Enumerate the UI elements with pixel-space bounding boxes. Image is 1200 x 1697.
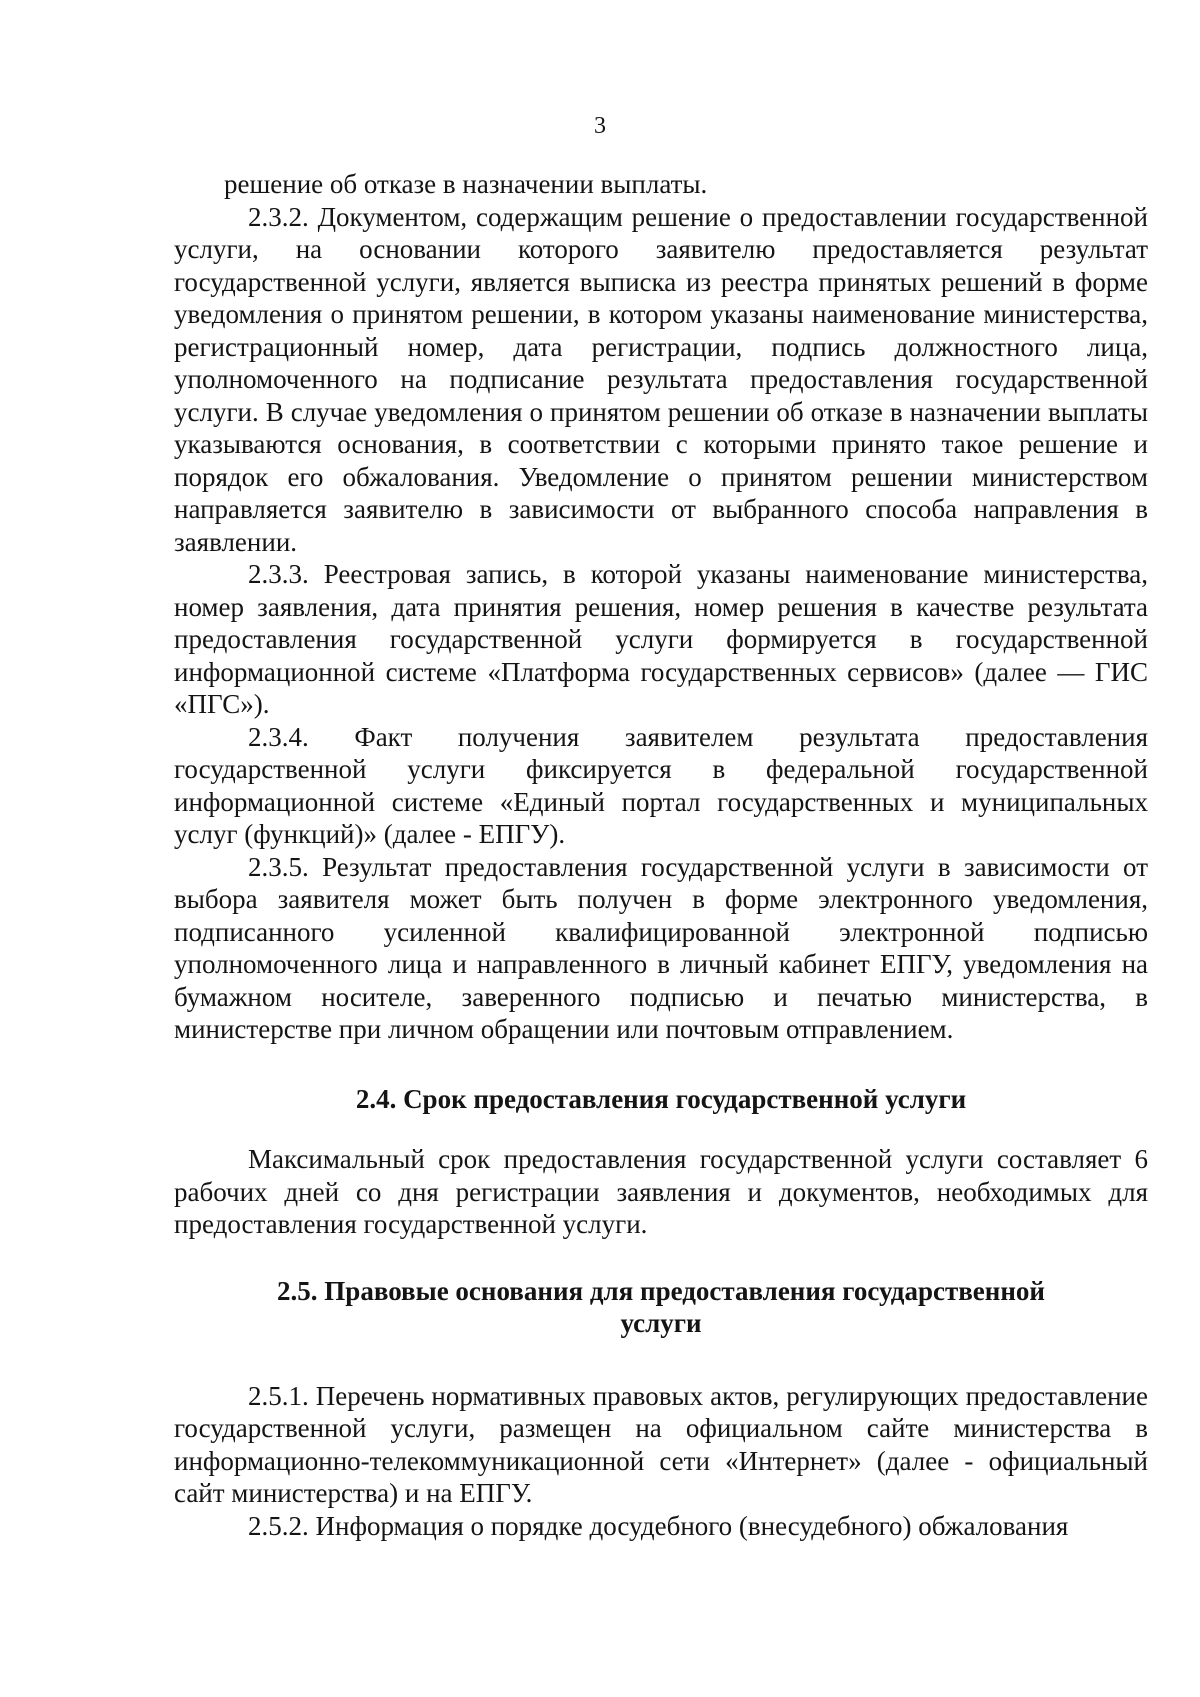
paragraph-2-3-4: 2.3.4. Факт получения заявителем результата предоставления государственной услуги фиксируется в федеральной государственной информационной системе «Единый портал государственных и муниципальных услуг (функций)» (далее - ЕПГУ). [174, 721, 1148, 849]
paragraph-2-3-5: 2.3.5. Результат предоставления государственной услуги в зависимости от выбора заявителя может быть получен в форме электронного уведомления, подписанного усиленной квалифицированной электронной подписью уполномоченного лица и направленного в личный кабинет ЕПГУ, уведомления на бумажном носителе, заверенного подписью и печатью министерства, в министерстве при личном обращении или почтовым отправлением. [174, 851, 1148, 1044]
page-number: 3 [594, 113, 606, 139]
paragraph-2-3-2: 2.3.2. Документом, содержащим решение о предоставлении государственной услуги, на основании которого заявителю предоставляется результат государственной услуги, является выписка из реестра принятых решений в форме уведомления о принятом решении, в котором указаны наименование министерства, регистрационный номер, дата регистрации, подпись должностного лица, уполномоченного на подписание результата предоставления государственной услуги. В случае уведомления о принятом решении об отказе в назначении выплаты указываются основания, в соответствии с которыми принято такое решение и порядок его обжалования. Уведомление о принятом решении министерством направляется заявителю в зависимости от выбранного способа направления в заявлении. [174, 201, 1148, 557]
section-heading-2-5: 2.5. Правовые основания для предоставления государственной услуги [277, 1275, 1045, 1338]
document-body [174, 168, 1148, 1542]
section-heading-2-4: 2.4. Срок предоставления государственной услуги [355, 1083, 967, 1114]
paragraph-2-3-3: 2.3.3. Реестровая запись, в которой указаны наименование министерства, номер заявления, дата принятия решения, номер решения в качестве результата предоставления государственной услуги формируется в государственной информационной системе «Платформа государственных сервисов» (далее — ГИС «ПГС»). [174, 559, 1148, 719]
paragraph-2-5-2: 2.5.2. Информация о порядке досудебного (внесудебного) обжалования [248, 1510, 1069, 1541]
paragraph-2-4: Максимальный срок предоставления государственной услуги составляет 6 рабочих дней со дня регистрации заявления и документов, необходимых для предоставления государственной услуги. [174, 1144, 1148, 1239]
paragraph-2-5-1: 2.5.1. Перечень нормативных правовых актов, регулирующих предоставление государственной услуги, размещен на официальном сайте министерства в информационно-телекоммуникационной сети «Интернет» (далее - официальный сайт министерства) и на ЕПГУ. [174, 1380, 1148, 1508]
paragraph-continuation: решение об отказе в назначении выплаты. [224, 169, 708, 199]
